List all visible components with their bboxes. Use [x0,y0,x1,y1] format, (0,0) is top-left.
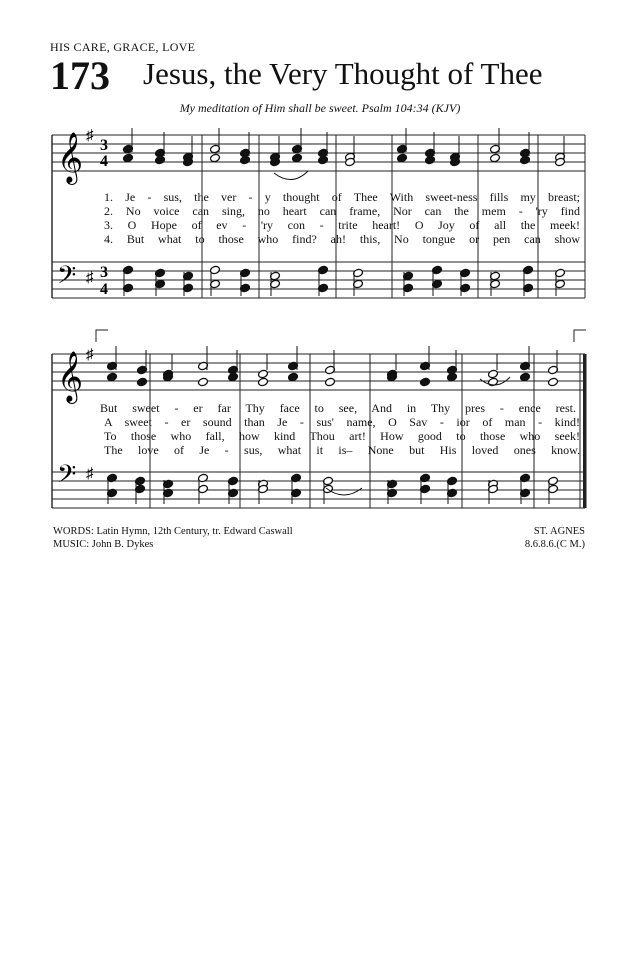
sharp-icon: ♯ [86,128,94,144]
time-sig-top: 3 [100,137,108,154]
verse-line-system-1-3: 3. O Hope of ev - 'ry con - trite heart! O Joy of all the meek! [104,218,580,232]
treble-clef-icon: 𝄞 [57,351,84,402]
note-head [228,372,239,382]
note-head [288,372,299,382]
slur [274,171,308,180]
time-sig-bottom: 4 [100,153,108,170]
note-head [123,153,134,163]
note-head [258,377,269,387]
repeat-bracket-left [96,330,108,342]
section-heading: HIS CARE, GRACE, LOVE [50,40,196,54]
treble-clef-icon: 𝄞 [57,132,84,183]
note-head [198,377,209,387]
sharp-icon: ♯ [86,466,94,482]
hymn-title: Jesus, the Very Thought of Thee [143,56,543,91]
meter: 8.6.8.6.(C M.) [524,539,585,550]
sharp-icon: ♯ [86,270,94,286]
note-head [210,153,221,163]
sharp-icon: ♯ [86,347,94,363]
scripture-epigraph: My meditation of Him shall be sweet. Psalm 104:34 (KJV) [179,101,461,115]
note-head [520,372,531,382]
credits [53,525,293,551]
note-head [325,377,336,387]
clefs [57,132,83,495]
key-signatures [86,128,94,482]
note-head [520,155,531,165]
note-head [425,155,436,165]
music-credit: MUSIC: John B. Dykes [53,539,154,550]
verse-line-system-2-3: To those who fall, how kind Thou art! How good to those who seek! [104,429,580,443]
repeat-bracket-right [574,330,586,342]
note-head [240,155,251,165]
tune-info [525,525,585,551]
verse-line-system-2-4: The love of Je - sus, what it is– None but His loved ones know. [104,443,580,457]
verse-line-system-2-1: But sweet - er far Thy face to see, And in Thy pres - ence rest. [100,401,576,415]
time-sig-top: 3 [100,264,108,281]
hymn-number: 173 [50,53,110,98]
note-head [420,377,431,387]
bass-clef-icon: 𝄢 [57,261,77,296]
note-head [258,369,269,379]
note-head [397,153,408,163]
note-head [318,155,329,165]
bass-clef-icon: 𝄢 [57,460,77,495]
note-head [490,153,501,163]
verse-line-system-1-2: 2. No voice can sing, no heart can frame, Nor can the mem - 'ry find [104,204,580,218]
tune-name: ST. AGNES [533,526,585,537]
note-head [488,369,499,379]
final-barline-thick [583,354,587,508]
note-head [292,153,303,163]
verse-line-system-1-4: 4. But what to those who find? ah! this, No tongue or pen can show [104,232,580,246]
note-head [548,377,559,387]
verse-line-system-2-2: A sweet - er sound than Je - sus' name, O Sav - ior of man - kind! [104,415,580,429]
note-head [137,377,148,387]
verse-line-system-1-1: 1. Je - sus, the ver - y thought of Thee With sweet-ness fills my breast; [104,190,580,204]
note-head [447,372,458,382]
note-head [107,372,118,382]
note-head [155,155,166,165]
time-sig-bottom: 4 [100,281,108,298]
words-credit: WORDS: Latin Hymn, 12th Century, tr. Edward Caswall [53,526,293,537]
